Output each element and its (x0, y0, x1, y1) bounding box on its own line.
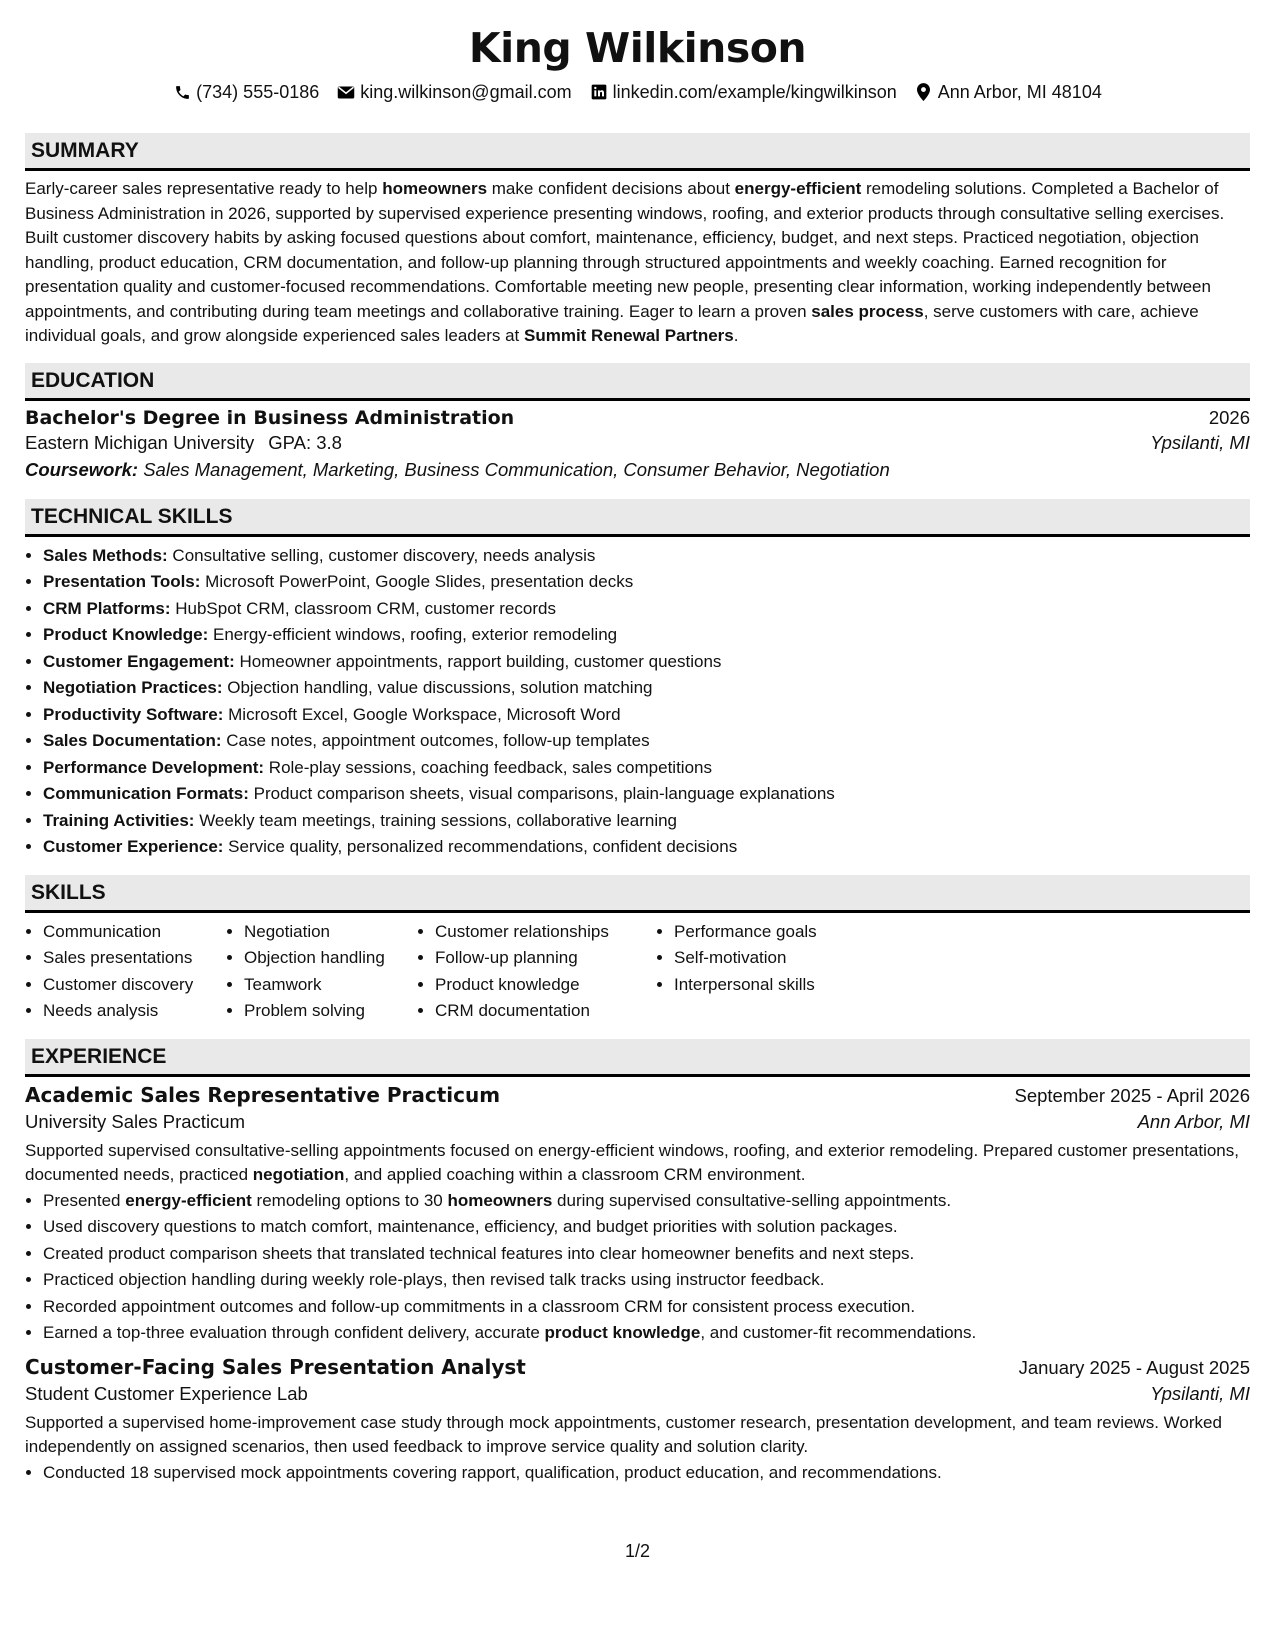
candidate-name: King Wilkinson (468, 24, 807, 72)
coursework-line (25, 459, 1250, 481)
job-title: Academic Sales Representative Practicum (25, 1082, 501, 1107)
summary-paragraph: Early-career sales representative ready to help homeowners make confident decisions about energy-efficient remodeling solutions. Completed a Bachelor of Business Administration in 2026, supported by supervised experience presenting windows, roofing, and exterior products through consultative selling exercises. Built customer discovery habits by asking focused questions about comfort, maintenance, efficiency, budget, and next steps. Practiced negotiation, objection handling, product education, CRM documentation, and follow-up planning through structured appointments and weekly coaching. Earned recognition for presentation quality and customer-focused recommendations. Comfortable meeting new people, presenting clear information, working independently between appointments, and contributing during team meetings and collaborative training. Eager to learn a proven sales process, serve customers with care, achieve individual goals, and grow alongside experienced sales leaders at Summit Renewal Partners. (25, 179, 1225, 345)
list-item: • Earned a top-three evaluation through confident delivery, accurate product knowledge, and customer-fit recommendations. (43, 1320, 1250, 1347)
page-number: 1/2 (624, 1541, 651, 1561)
graduation-year: 2026 (1208, 406, 1250, 428)
linkedin-icon (590, 83, 608, 101)
resume-page (25, 22, 1250, 1486)
coursework-label: Coursework: (25, 458, 139, 480)
section-heading-summary: SUMMARY (25, 133, 1250, 171)
job-title: Customer-Facing Sales Presentation Analyst (25, 1354, 526, 1379)
list-item: • Teamwork (244, 972, 417, 999)
contact-linkedin[interactable] (590, 82, 897, 103)
map-pin-icon (915, 83, 933, 101)
skills-column-4 (656, 919, 874, 1025)
list-item: • Customer relationships (435, 919, 656, 946)
summary-section (25, 133, 1250, 349)
list-item: • Needs analysis (43, 998, 226, 1025)
list-item: • Training Activities: Weekly team meetings, training sessions, collaborative learning (43, 808, 1250, 835)
skills-column-3 (417, 919, 656, 1025)
list-item: • CRM Platforms: HubSpot CRM, classroom CRM, customer records (43, 596, 1250, 623)
list-item: • CRM documentation (435, 998, 656, 1025)
job-dates: January 2025 - August 2025 (1018, 1356, 1250, 1378)
list-item: • Interpersonal skills (674, 972, 874, 999)
skills-column-2 (226, 919, 417, 1025)
degree-title: Bachelor's Degree in Business Administration (25, 406, 515, 429)
school-name: Eastern Michigan University (25, 431, 255, 453)
technical-skills-list (25, 543, 1250, 861)
skills-section (25, 875, 1250, 1025)
section-heading-experience: EXPERIENCE (25, 1039, 1250, 1077)
education-section (25, 363, 1250, 481)
contact-email[interactable] (337, 82, 571, 103)
list-item: • Self-motivation (674, 945, 874, 972)
education-row (25, 407, 1250, 429)
list-item: • Recorded appointment outcomes and follow-up commitments in a classroom CRM for consistent process execution. (43, 1294, 1250, 1321)
job-bullets (25, 1460, 1250, 1487)
list-item: • Used discovery questions to match comfort, maintenance, efficiency, and budget priorities with solution packages. (43, 1214, 1250, 1241)
section-heading-skills: SKILLS (25, 875, 1250, 913)
contact-location (915, 82, 1102, 103)
section-heading-technical-skills: TECHNICAL SKILLS (25, 499, 1250, 537)
list-item: • Customer Experience: Service quality, personalized recommendations, confident decisions (43, 834, 1250, 861)
job-organization: University Sales Practicum (25, 1110, 246, 1132)
job-bullets (25, 1188, 1250, 1347)
section-heading-education: EDUCATION (25, 363, 1250, 401)
list-item: • Sales Methods: Consultative selling, customer discovery, needs analysis (43, 543, 1250, 570)
list-item: • Negotiation Practices: Objection handling, value discussions, solution matching (43, 675, 1250, 702)
email-link[interactable]: king.wilkinson@gmail.com (360, 81, 572, 102)
list-item: • Conducted 18 supervised mock appointments covering rapport, qualification, product education, and recommendations. (43, 1460, 1250, 1487)
list-item: • Follow-up planning (435, 945, 656, 972)
job-location: Ypsilanti, MI (1150, 1382, 1250, 1404)
experience-section (25, 1039, 1250, 1487)
list-item: • Created product comparison sheets that translated technical features into clear homeowner benefits and next steps. (43, 1241, 1250, 1268)
list-item: • Performance Development: Role-play sessions, coaching feedback, sales competitions (43, 755, 1250, 782)
job-description: Supported supervised consultative-selling appointments focused on energy-efficient windows, roofing, and exterior remodeling. Prepared customer presentations, documented needs, practiced negotiation, and applied coaching within a classroom CRM environment. (25, 1140, 1239, 1184)
gpa: GPA: 3.8 (268, 431, 342, 453)
list-item: • Customer Engagement: Homeowner appointments, rapport building, customer questions (43, 649, 1250, 676)
skills-grid (25, 919, 1250, 1025)
list-item: • Practiced objection handling during weekly role-plays, then revised talk tracks using instructor feedback. (43, 1267, 1250, 1294)
job-location: Ann Arbor, MI (1137, 1110, 1250, 1132)
location-text: Ann Arbor, MI 48104 (937, 81, 1102, 102)
job-dates: September 2025 - April 2026 (1014, 1084, 1250, 1106)
technical-skills-section (25, 499, 1250, 861)
list-item: • Performance goals (674, 919, 874, 946)
job-entry (25, 1083, 1250, 1347)
envelope-icon (337, 83, 355, 101)
job-entry (25, 1355, 1250, 1487)
list-item: • Product knowledge (435, 972, 656, 999)
phone-icon (173, 83, 191, 101)
list-item: • Sales presentations (43, 945, 226, 972)
list-item: • Communication Formats: Product comparison sheets, visual comparisons, plain-language explanations (43, 781, 1250, 808)
list-item: • Customer discovery (43, 972, 226, 999)
phone-text: (734) 555-0186 (196, 81, 320, 102)
school-row (25, 432, 1250, 454)
job-description: Supported a supervised home-improvement case study through mock appointments, customer research, presentation development, and team reviews. Worked independently on assigned scenarios, then used feedback to improve service quality and solution clarity. (25, 1412, 1222, 1456)
list-item: • Productivity Software: Microsoft Excel, Google Workspace, Microsoft Word (43, 702, 1250, 729)
list-item: • Presentation Tools: Microsoft PowerPoint, Google Slides, presentation decks (43, 569, 1250, 596)
school-location: Ypsilanti, MI (1150, 431, 1250, 453)
list-item: • Negotiation (244, 919, 417, 946)
skills-column-1 (25, 919, 226, 1025)
linkedin-link[interactable]: linkedin.com/example/kingwilkinson (612, 81, 897, 102)
contact-phone (173, 82, 319, 103)
job-organization: Student Customer Experience Lab (25, 1382, 308, 1404)
list-item: • Product Knowledge: Energy-efficient windows, roofing, exterior remodeling (43, 622, 1250, 649)
list-item: • Objection handling (244, 945, 417, 972)
coursework-list: Sales Management, Marketing, Business Communication, Consumer Behavior, Negotiation (138, 458, 890, 480)
list-item: • Presented energy-efficient remodeling options to 30 homeowners during supervised consultative-selling appointments. (43, 1188, 1250, 1215)
contact-bar (25, 80, 1250, 104)
list-item: • Sales Documentation: Case notes, appointment outcomes, follow-up templates (43, 728, 1250, 755)
list-item: • Communication (43, 919, 226, 946)
list-item: • Problem solving (244, 998, 417, 1025)
